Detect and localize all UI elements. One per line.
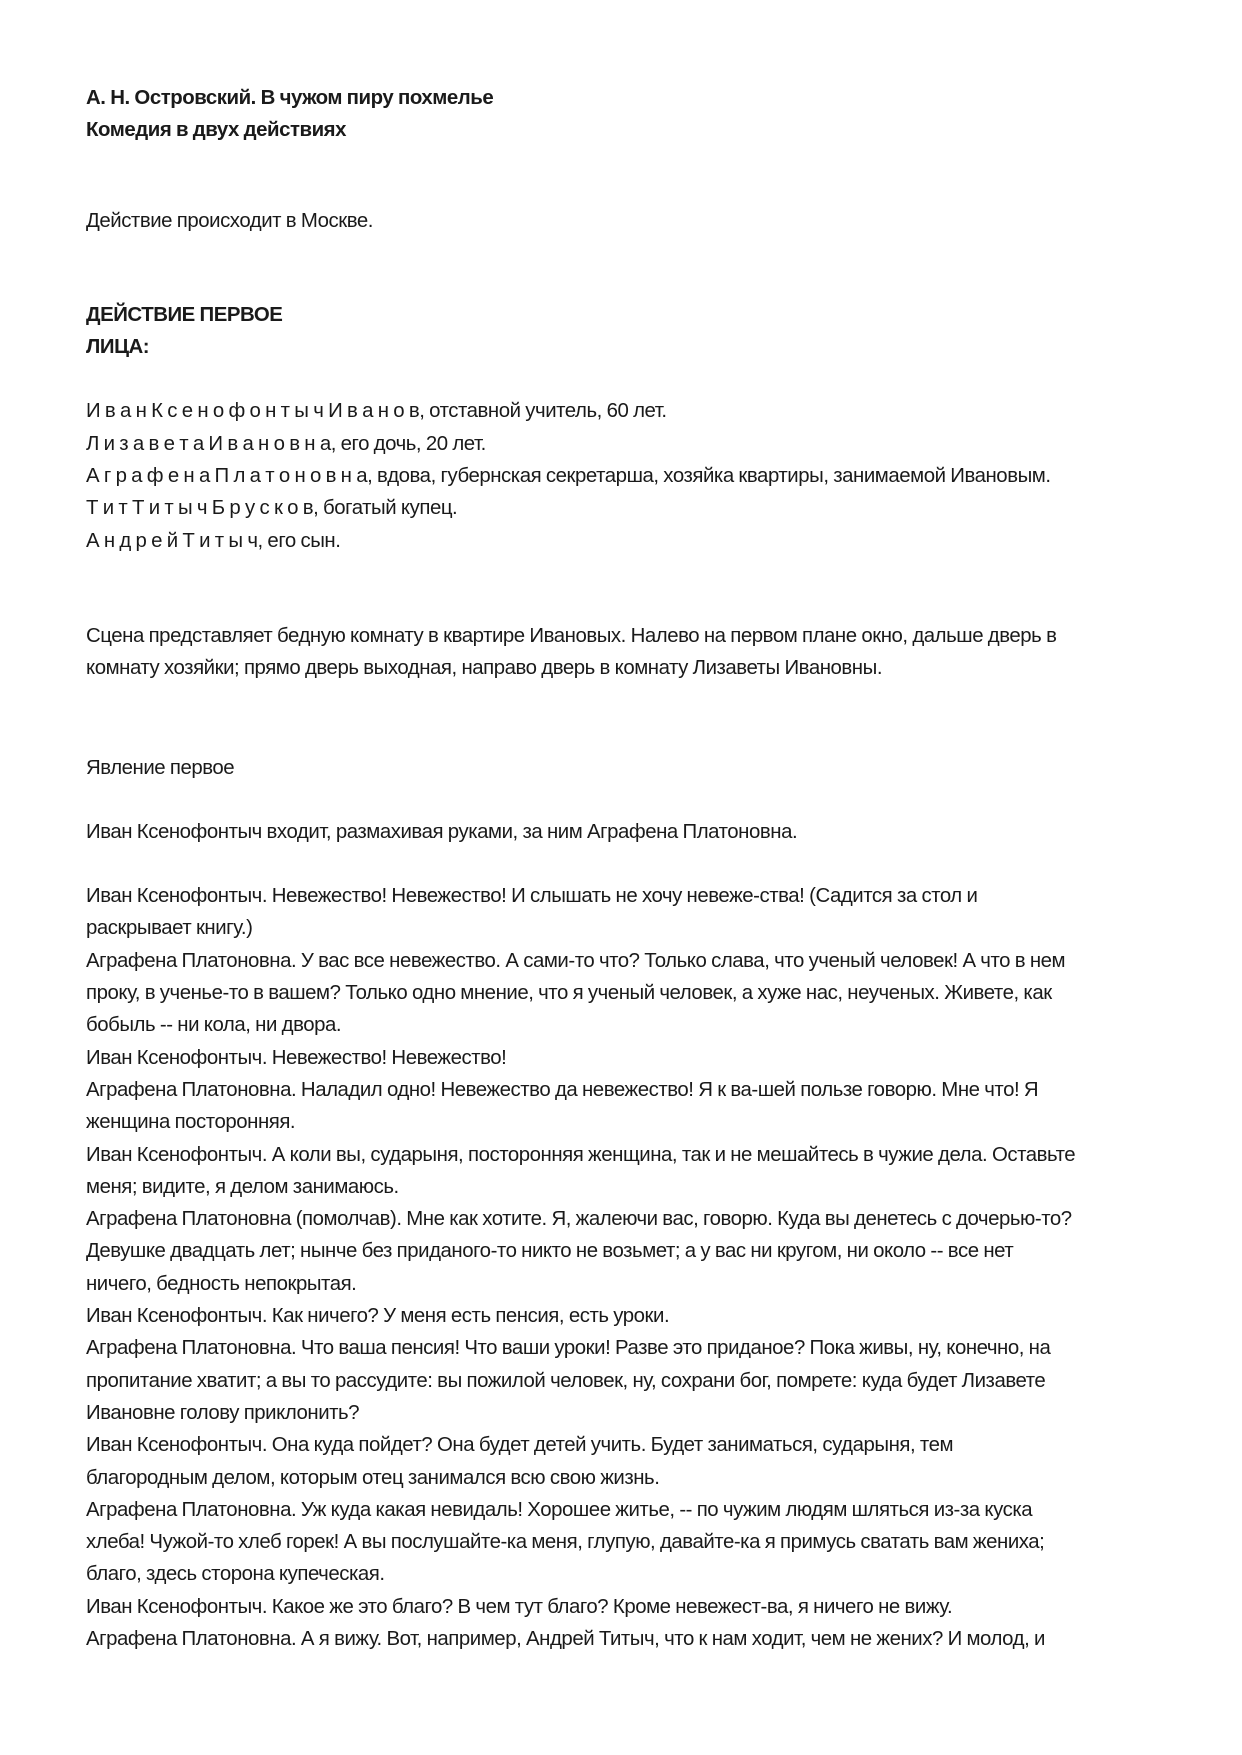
scene-description-line: Сцена представляет бедную комнату в квартире Ивановых. Налево на первом плане окно, дальше дверь в (86, 624, 1057, 647)
dialogue-line: хлеба! Чужой-то хлеб горек! А вы послушайте-ка меня, глупую, давайте-ка я примусь сватать вам жениха; (86, 1531, 1045, 1554)
dialogue-line: Аграфена Платоновна. Уж куда какая невидаль! Хорошее житье, -- по чужим людям шляться из-за куска (86, 1498, 1033, 1521)
cast-item (86, 525, 1176, 557)
dialogue-line: Аграфена Платоновна (помолчав). Мне как хотите. Я, жалеючи вас, говорю. Куда вы денетесь с дочерью-то? (86, 1208, 1072, 1231)
cast-desc: , богатый купец. (313, 497, 458, 520)
dialogue-line: благо, здесь сторона купеческая. (86, 1563, 385, 1586)
cast-desc: , его сын. (257, 529, 341, 552)
cast-desc: , отставной учитель, 60 лет. (419, 400, 667, 423)
dialogue (86, 880, 1176, 1655)
dialogue-line: Иван Ксенофонтыч. Как ничего? У меня есть пенсия, есть уроки. (86, 1305, 670, 1328)
cast-list (86, 395, 1176, 556)
dialogue-line: Аграфена Платоновна. У вас все невежество. А сами-то что? Только слава, что ученый человек! А что в нем (86, 949, 1066, 972)
play-subtitle: Комедия в двух действиях (86, 119, 347, 142)
cast-desc: , его дочь, 20 лет. (330, 432, 486, 455)
cast-item (86, 460, 1176, 492)
dialogue-line: Иван Ксенофонтыч. Она куда пойдет? Она будет детей учить. Будет заниматься, сударыня, тем (86, 1434, 954, 1457)
cast-name: Л и з а в е т а И в а н о в н а (86, 432, 331, 455)
dialogue-line: Иван Ксенофонтыч. Невежество! Невежество! И слышать не хочу невеже-ства! (Садится за стол и (86, 885, 978, 908)
dialogue-line: Ивановне голову приклонить? (86, 1401, 360, 1424)
dialogue-line: раскрывает книгу.) (86, 917, 253, 940)
scene-description-line: комнату хозяйки; прямо дверь выходная, направо дверь в комнату Лизаветы Ивановны. (86, 657, 883, 680)
dialogue-line: проку, в ученье-то в вашем? Только одно мнение, что я ученый человек, а хуже нас, неученых. Живете, как (86, 982, 1052, 1005)
setting-note: Действие происходит в Москве. (86, 209, 373, 232)
dialogue-line: меня; видите, я делом занимаюсь. (86, 1175, 399, 1198)
dialogue-line: благородным делом, которым отец занимался всю свою жизнь. (86, 1466, 660, 1489)
cast-item (86, 492, 1176, 524)
cast-name: А н д р е й Т и т ы ч (86, 529, 258, 552)
persons-label: ЛИЦА: (86, 336, 150, 359)
appearance-heading: Явление первое (86, 756, 235, 779)
dialogue-line: Иван Ксенофонтыч. А коли вы, сударыня, посторонняя женщина, так и не мешайтесь в чужие дела. Оставьте (86, 1143, 1076, 1166)
dialogue-line: Девушке двадцать лет; нынче без приданого-то никто не возьмет; а у вас ни кругом, ни около -- все нет (86, 1240, 1014, 1263)
act-heading: ДЕЙСТВИЕ ПЕРВОЕ (86, 303, 283, 326)
dialogue-line: пропитание хватит; а вы то рассудите: вы пожилой человек, ну, сохрани бог, помрете: куда будет Лизавете (86, 1369, 1046, 1392)
dialogue-line: Иван Ксенофонтыч. Какое же это благо? В чем тут благо? Кроме невежест-ва, я ничего не вижу. (86, 1595, 953, 1618)
dialogue-line: Аграфена Платоновна. А я вижу. Вот, например, Андрей Титыч, что к нам ходит, чем не жених? И молод, и (86, 1627, 1045, 1650)
play-title: А. Н. Островский. В чужом пиру похмелье (86, 87, 494, 109)
dialogue-line: бобыль -- ни кола, ни двора. (86, 1014, 342, 1037)
cast-item (86, 428, 1176, 460)
cast-name: А г р а ф е н а П л а т о н о в н а (86, 465, 368, 488)
cast-name: И в а н К с е н о ф о н т ы ч И в а н о в (86, 400, 420, 423)
cast-item (86, 395, 1176, 427)
dialogue-line: Иван Ксенофонтыч. Невежество! Невежество! (86, 1046, 507, 1069)
stage-direction: Иван Ксенофонтыч входит, размахивая руками, за ним Аграфена Платоновна. (86, 820, 798, 843)
dialogue-line: ничего, бедность непокрытая. (86, 1272, 357, 1295)
dialogue-line: женщина посторонняя. (86, 1111, 296, 1134)
document-page (86, 82, 1176, 1655)
dialogue-line: Аграфена Платоновна. Наладил одно! Невежество да невежество! Я к ва-шей пользе говорю. Мне что! Я (86, 1078, 1039, 1101)
cast-desc: , вдова, губернская секретарша, хозяйка квартиры, занимаемой Ивановым. (367, 465, 1051, 488)
dialogue-line: Аграфена Платоновна. Что ваша пенсия! Что ваши уроки! Разве это приданое? Пока живы, ну, конечно, на (86, 1337, 1051, 1360)
cast-name: Т и т Т и т ы ч Б р у с к о в (86, 497, 314, 520)
